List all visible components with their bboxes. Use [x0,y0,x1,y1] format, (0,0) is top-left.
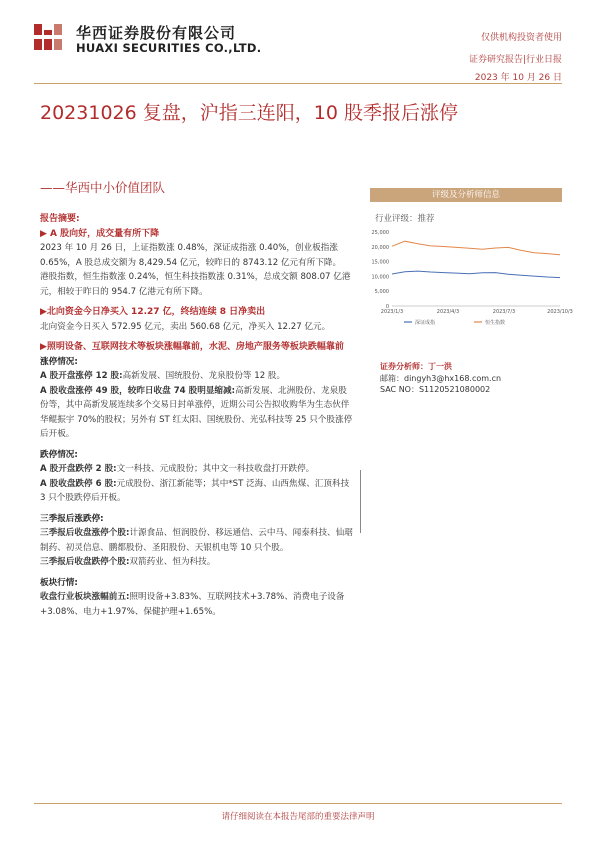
x-tick-label: 2023/7/3 [492,309,516,315]
index-line-chart [364,226,573,326]
report-type: 证券研究报告|行业日报 [468,55,562,65]
hk-share-para: 港股指数，恒生指数涨 0.24%，恒生科技指数涨 0.31%，总成交额 808.07 亿港元，相较于昨日的 954.7 亿港元有所下降。 [40,272,351,297]
x-tick-label: 2023/1/3 [380,309,404,315]
limit-up-open [40,369,353,384]
summary-body [40,212,353,619]
limit-up-heading: 涨停情况: [40,356,78,367]
limit-down-heading: 跌停情况: [40,449,78,460]
legend-label: 深证成指 [415,320,436,326]
y-tick-label: 10,000 [371,274,389,281]
section-northbound-title: ▶北向资金今日净买入 12.27 亿，终结连续 8 日净卖出 [40,307,266,317]
company-name-en: HUAXI SECURITIES CO.,LTD. [76,41,262,55]
limit-up-open-label: A 股开盘涨停 12 股: [40,371,123,381]
limit-down-close-text: 元成股份、浙江新能等；其中*ST 泛海、山西焦煤、汇顶科技 3 只个股跌停后开板。 [40,478,350,503]
limit-down-open-text: 文一科技、元成股份；其中文一科技收盘打开跌停。 [116,464,315,474]
board-top5-text: 照明设备+3.83%、互联网技术+3.78%、消费电子设备+3.08%、电力+1.97%、保健护理+1.65%。 [40,592,345,617]
y-tick-label: 15,000 [371,259,389,266]
legend-label: 恒生指数 [485,320,506,326]
limit-down-close [40,477,353,506]
team-name: ——华西中小价值团队 [40,180,166,195]
x-tick-label: 2023/4/3 [436,309,460,315]
board-heading: 板块行情: [40,577,78,588]
limit-down-close-label: A 股收盘跌停 6 股: [40,478,117,489]
quarterly-limit-down [40,555,353,570]
analyst-info [380,361,501,396]
limit-down-open-label: A 股开盘跌停 2 股: [40,464,117,474]
report-date: 2023 年 10 月 26 日 [474,73,562,83]
quarterly-limit-down-text: 双箭药业、恒为科技。 [129,557,216,567]
limit-up-open-text: 高新发展、国统股份、龙泉股份等 12 股。 [122,371,286,381]
legal-notice: 请仔细阅读在本报告尾部的重要法律声明 [221,812,375,822]
section-a-share-title: ▶ A 股向好，成交量有所下降 [40,228,160,239]
x-tick-label: 2023/10/3 [547,309,573,315]
report-title: 20231026 复盘，沪指三连阳，10 股季报后涨停 [40,102,458,124]
limit-up-close-text: 高新发展、北洲股份、龙泉股份等，其中高新发展连续多个交易日封单涨停，近期公司公告拟收购华为生态伙伴华鲲振宇 70%的股权；另外有 ST 红太阳、国统股份、光弘科技等 25 只个股涨停后开板。 [40,385,353,439]
header-divider [34,83,562,84]
quarterly-heading: 三季报后涨跌停: [40,513,104,524]
quarterly-limit-up-text: 计源食品、恒润股份、移远通信、云中马、闻泰科技、仙琚制药、初灵信息、鹏都股份、圣阳股份、天银机电等 10 只个股。 [40,528,353,553]
analyst-sac: SAC NO：S1120521080002 [380,385,491,394]
summary-heading: 报告摘要: [40,214,80,224]
audience-note: 仅供机构投资者使用 [480,33,562,43]
y-tick-label: 25,000 [371,230,389,236]
northbound-para: 北向资金今日买入 572.95 亿元，卖出 560.68 亿元，净买入 12.27 亿元。 [40,321,331,332]
section-sector-title: ▶照明设备、互联网技术等板块涨幅靠前，水泥、房地产服务等板块跌幅靠前 [40,342,344,352]
series-line [392,241,560,255]
analyst-email[interactable]: 邮箱：dingyh3@hx168.com.cn [380,373,502,383]
y-tick-label: 0 [385,304,389,310]
quarterly-limit-up-label: 三季报后收盘涨停个股: [40,528,130,538]
series-line [392,271,560,278]
company-name-cn: 华西证券股份有限公司 [76,24,237,42]
footer-divider [34,803,562,804]
a-share-para-1: 2023 年 10 月 26 日，上证指数涨 0.48%，深证成指涨 0.40%，创业板指涨 0.65%，A 股总成交额为 8,429.54 亿元，较昨日的 8743.12 亿元有所下降。 [40,243,342,268]
huaxi-logo-icon [34,22,68,52]
board-top5-label: 收盘行业板块涨幅前五: [40,592,130,602]
board-top5 [40,590,353,619]
y-tick-label: 20,000 [371,244,389,251]
analyst-name: 证券分析师：丁一洪 [380,362,452,371]
industry-rating: 行业评级：推荐 [375,214,435,224]
limit-down-open [40,462,353,477]
limit-up-close [40,384,353,442]
quarterly-limit-down-label: 三季报后收盘跌停个股: [40,557,130,567]
section-vertical-rule [360,470,361,533]
sidebar-header: 评级及分析师信息 [370,188,562,202]
quarterly-limit-up [40,526,353,555]
limit-up-close-label: A 股收盘涨停 49 股，较昨日收盘 74 股明显缩减: [40,385,236,396]
y-tick-label: 5,000 [374,289,389,296]
